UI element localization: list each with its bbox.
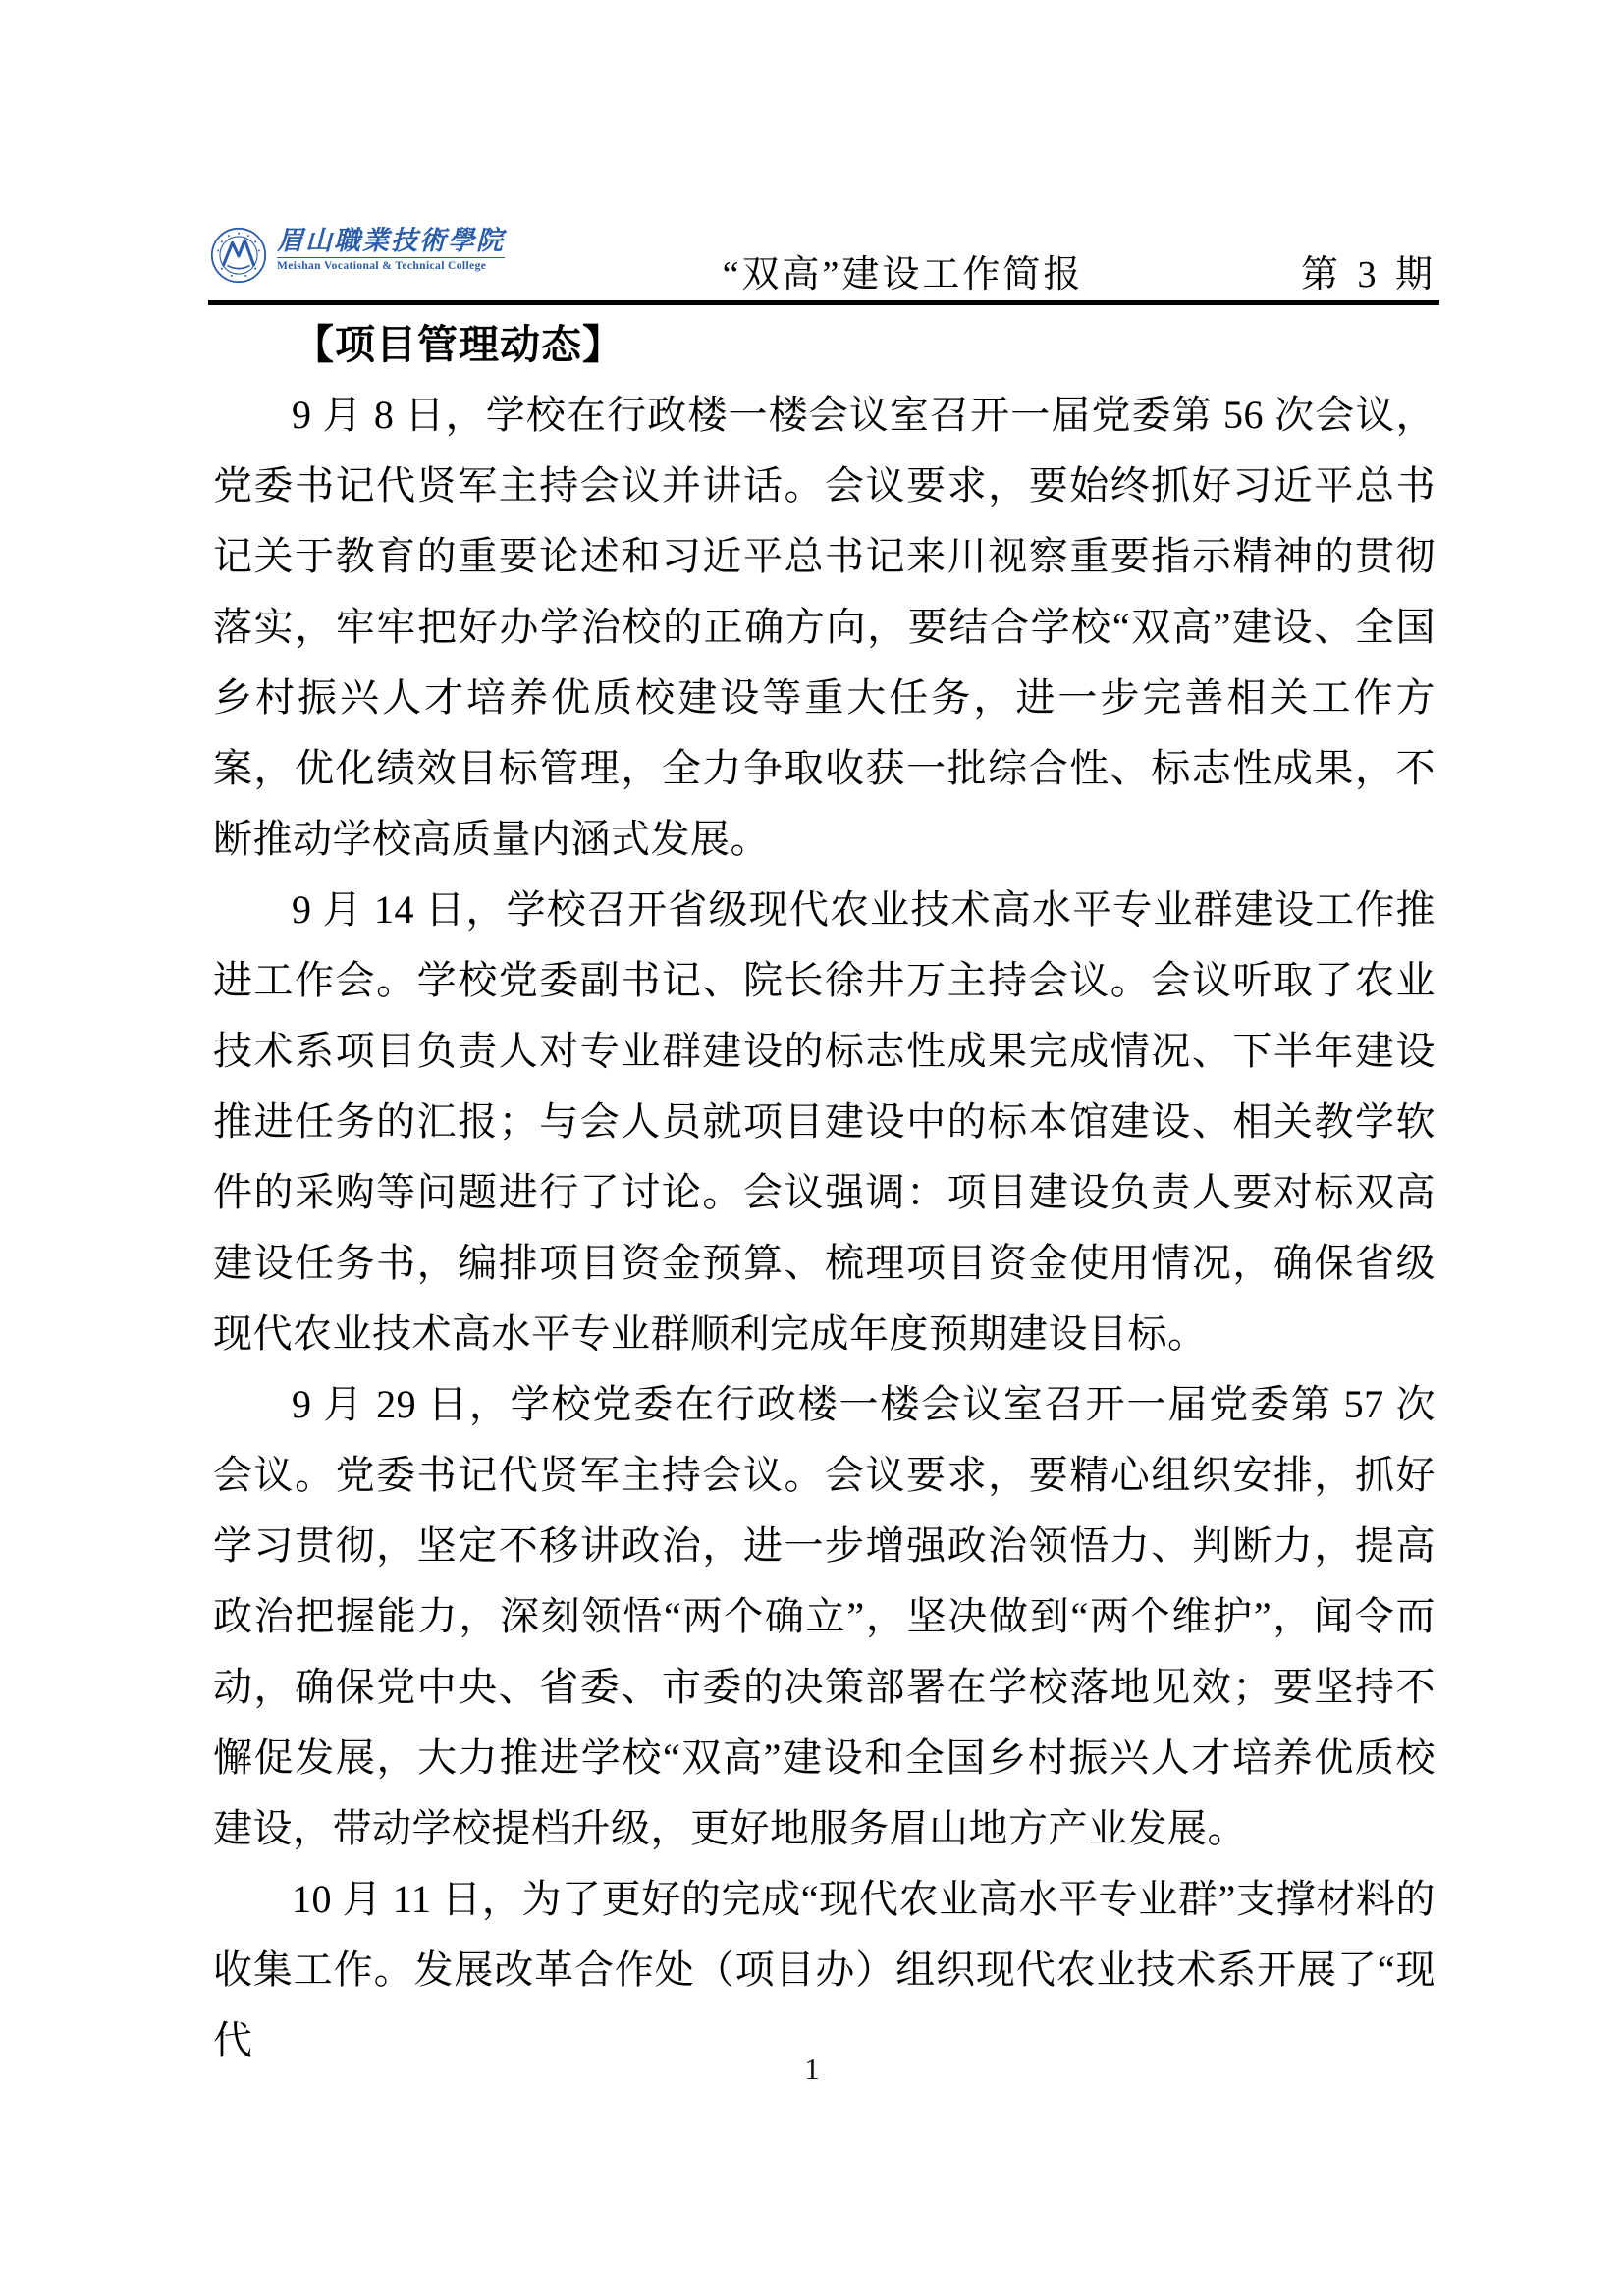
college-logo [210, 227, 505, 284]
document-body [213, 309, 1435, 2076]
paragraph-meeting-57: 9 月 29 日，学校党委在行政楼一楼会议室召开一届党委第 57 次会议。党委书记代贤军主持会议。会议要求，要精心组织安排，抓好学习贯彻，坚定不移讲政治，进一步增强政治领悟力、判断力，提高政治把握能力，深刻领悟“两个确立”，坚决做到“两个维护”，闻令而动，确保党中央、省委、市委的决策部署在学校落地见效；要坚持不懈促发展，大力推进学校“双高”建设和全国乡村振兴人才培养优质校建设，带动学校提档升级，更好地服务眉山地方产业发展。 [213, 1382, 1435, 1850]
college-name-en: Meishan Vocational & Technical College [277, 257, 505, 272]
header-divider [208, 300, 1439, 305]
page-number: 1 [804, 2052, 820, 2086]
mountain-m-icon [224, 240, 254, 269]
paragraph-material-collection: 10 月 11 日，为了更好的完成“现代农业高水平专业群”支撑材料的收集工作。发展改革合作处（项目办）组织现代农业技术系开展了“现代 [213, 1877, 1435, 2062]
paragraph-meeting-56: 9 月 8 日，学校在行政楼一楼会议室召开一届党委第 56 次会议，党委书记代贤军主持会议并讲话。会议要求，要始终抓好习近平总书记关于教育的重要论述和习近平总书记来川视察重要指示精神的贯彻落实，牢牢把好办学治校的正确方向，要结合学校“双高”建设、全国乡村振兴人才培养优质校建设等重大任务，进一步完善相关工作方案，优化绩效目标管理，全力争取收获一批综合性、标志性成果，不断推动学校高质量内涵式发展。 [213, 393, 1435, 861]
college-logo-text [277, 227, 505, 272]
issue-number: 第 3 期 [1300, 254, 1437, 295]
section-heading: 【项目管理动态】 [294, 322, 623, 367]
page-header [210, 227, 1437, 295]
bulletin-title: “双高”建设工作简报 [722, 254, 1084, 295]
college-seal-icon [210, 227, 267, 284]
page-footer [0, 2052, 1624, 2087]
paragraph-agri-promotion-meeting: 9 月 14 日，学校召开省级现代农业技术高水平专业群建设工作推进工作会。学校党委副书记、院长徐井万主持会议。会议听取了农业技术系项目负责人对专业群建设的标志性成果完成情况、下半年建设推进任务的汇报；与会人员就项目建设中的标本馆建设、相关教学软件的采购等问题进行了讨论。会议强调：项目建设负责人要对标双高建设任务书，编排项目资金预算、梳理项目资金使用情况，确保省级现代农业技术高水平专业群顺利完成年度预期建设目标。 [213, 887, 1435, 1356]
college-name-zh: 眉山職業技術學院 [277, 226, 505, 255]
